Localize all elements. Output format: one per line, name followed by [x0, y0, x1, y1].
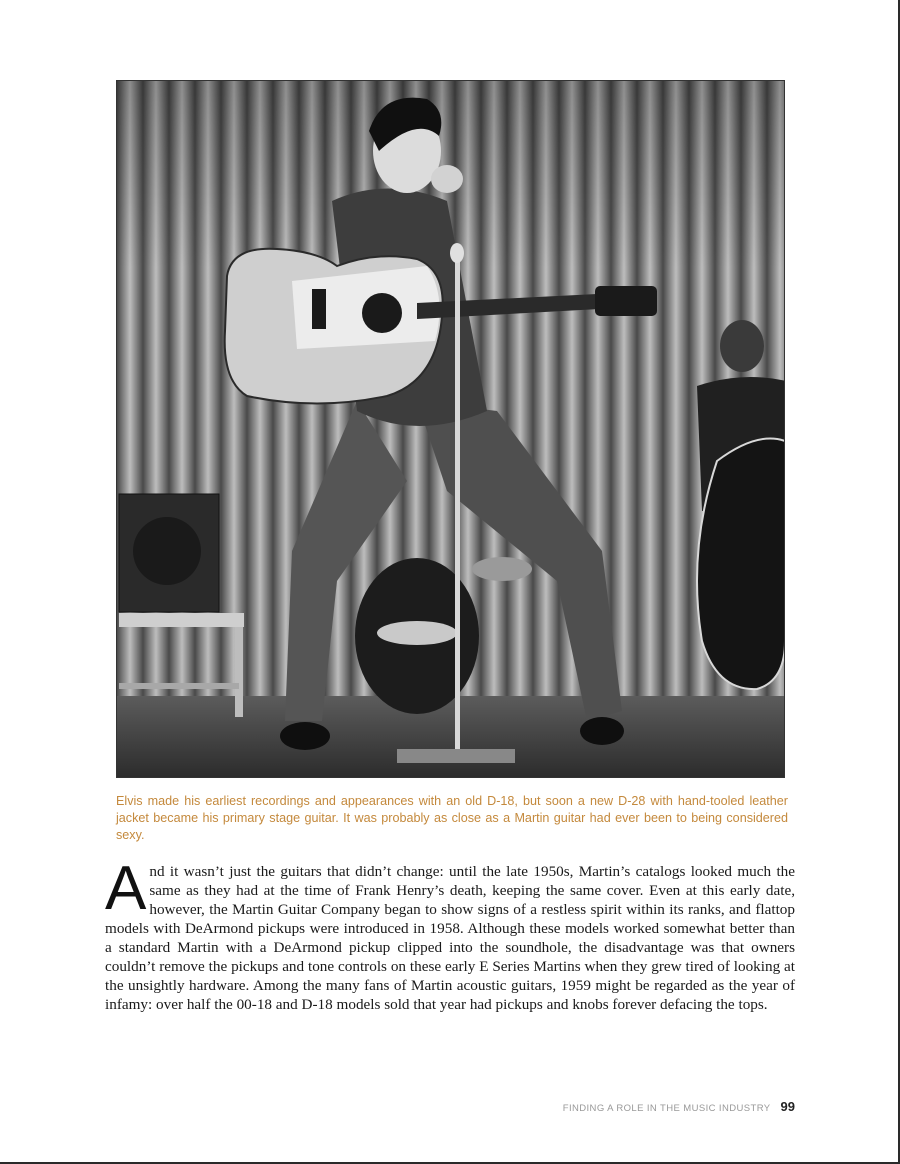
- cymbal: [472, 557, 532, 581]
- photo-illustration: [117, 81, 785, 778]
- body-paragraph-text: nd it wasn’t just the guitars that didn’t change: until the late 1950s, Martin’s catalogs looked much the same as they had at the time of Frank Henry’s death, keeping the same cover. Even at this early date, however, the Martin Guitar Company began to show signs of a restless spirit within its ranks, and flattop models with DeArmond pickups were introduced in 1958. Although these models worked somewhat better than a standard Martin with a DeArmond pickup clipped into the soundhole, the disadvantage was that owners couldn’t remove the pickups and tone controls on these early E Series Martins when they grew tired of looking at the unsightly hardware. Among the many fans of Martin acoustic guitars, 1959 might be regarded as the year of infamy: over half the 00-18 and D-18 models sold that year had pickups and knobs forever defacing the tops.: [105, 863, 795, 1013]
- microphone: [450, 243, 464, 263]
- page-footer: [563, 1099, 795, 1114]
- stage-floor: [117, 696, 785, 778]
- stand-base: [397, 749, 515, 763]
- left-shoe: [280, 722, 330, 750]
- bassist-head: [720, 320, 764, 372]
- body-paragraph: [105, 854, 795, 1014]
- right-shoe: [580, 717, 624, 745]
- bench: [119, 613, 244, 627]
- page-number: 99: [780, 1099, 795, 1114]
- microphone-stand: [455, 251, 460, 751]
- performer-hand: [431, 165, 463, 193]
- drop-cap: A: [105, 854, 147, 923]
- stage-photo: [116, 80, 785, 778]
- running-footer-section: FINDING A ROLE IN THE MUSIC INDUSTRY: [562, 1103, 771, 1114]
- photo-caption: Elvis made his earliest recordings and appearances with an old D-18, but soon a new D-28 with hand-tooled leather jacket became his primary stage guitar. It was probably as close as a Martin guitar had ever been to being considered sexy.: [116, 794, 788, 842]
